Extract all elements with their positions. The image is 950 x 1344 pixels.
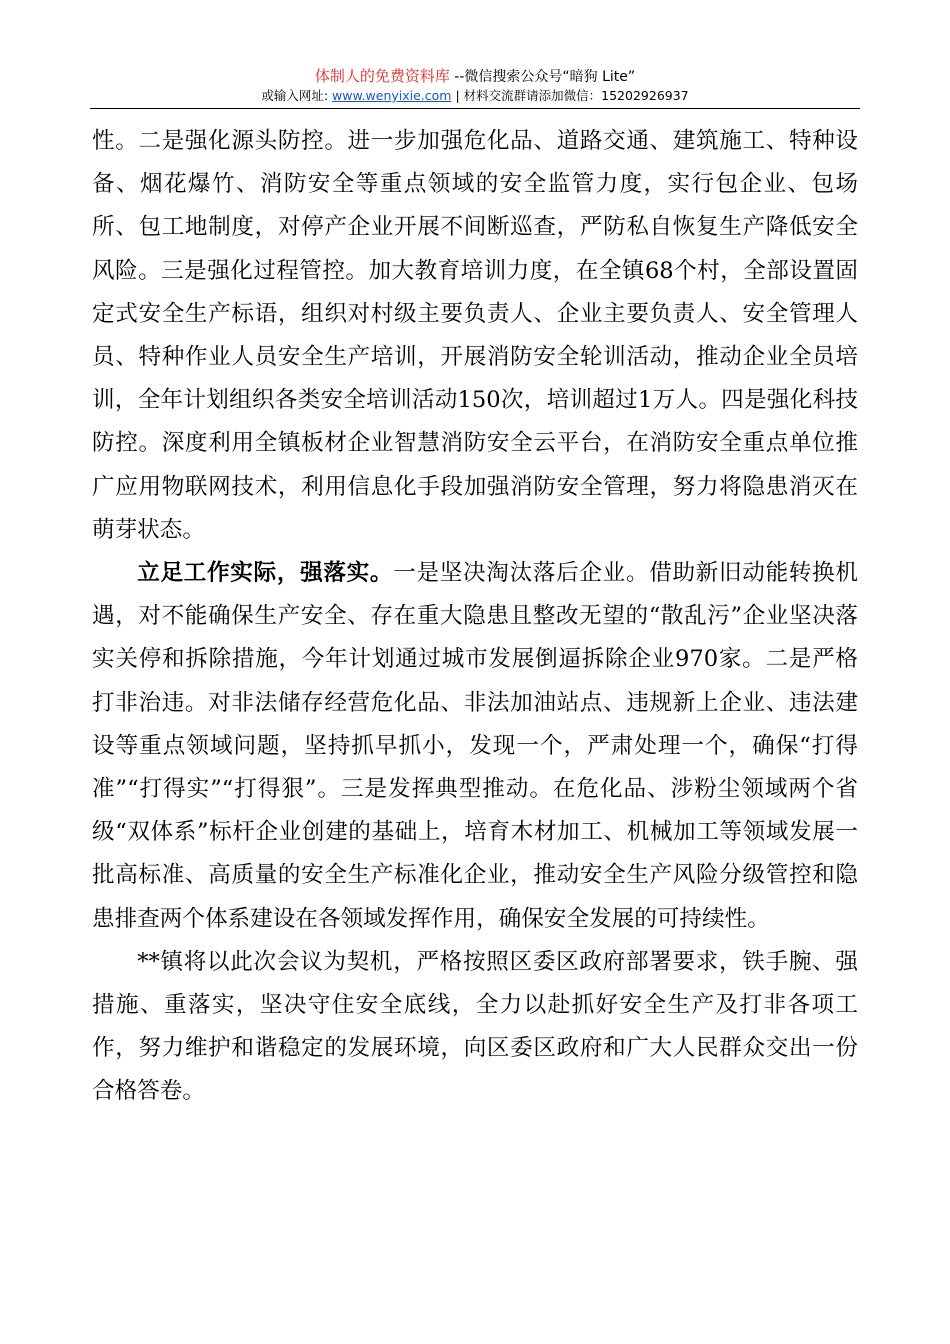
header-line-2 [90, 87, 860, 105]
paragraph-2-text-a: 一是坚决淘汰落后企业。借助新旧动能转换机遇，对不能确保生产安全、存在重大隐患且整改无望的“散乱污”企业坚决落实关停和拆除措施，今年计划通过城市发展倒逼拆除企业 [92, 560, 859, 673]
website-link[interactable]: www.wenyixie.com [332, 88, 452, 103]
contact-info: | 材料交流群请添加微信：15202926937 [455, 88, 689, 103]
paragraph-1-text-b: 个村，全部设置固定式安全生产标语，组织对村级主要负责人、企业主要负责人、安全管理人员、特种作业人员安全生产培训，开展消防安全轮训活动，推动企业全员培训，全年计划组织各类安全培训活动 [92, 257, 858, 414]
paragraph-1-number-people: 1 [638, 387, 653, 414]
paragraph-2-lead-heading: 立足工作实际，强落实。 [137, 560, 394, 587]
paragraph-3: **镇将以此次会议为契机，严格按照区委区政府部署要求，铁手腕、强措施、重落实，坚决守住安全底线，全力以赴抓好安全生产及打非各项工作，努力维护和谐稳定的发展环境，向区委区政府和广大人民群众交出一份合格答卷。 [92, 948, 858, 1105]
page-header [90, 66, 860, 109]
brand-title: 体制人的免费资料库 [314, 67, 450, 85]
wechat-note: --微信搜索公众号“暗狗 Lite” [454, 69, 636, 85]
paragraph-2-number-enterprises: 970 [674, 646, 719, 673]
paragraph-2-text-b: 家。二是严格打非治违。对非法储存经营危化品、非法加油站点、违规新上企业、违法建设等重点领域问题，坚持抓早抓小，发现一个，严肃处理一个，确保“打得准”“打得实”“打得狠”。三是发挥典型推动。在危化品、涉粉尘领域两个省级“双体系”标杆企业创建的基础上，培育木材加工、机械加工等领域发展一批高标准、高质量的安全生产标准化企业，推动安全生产风险分级管控和隐患排查两个体系建设在各领域发挥作用，确保安全发展的可持续性。 [92, 646, 859, 932]
paragraph-2 [92, 552, 858, 941]
paragraph-1-number-village-count: 68 [644, 257, 674, 284]
paragraph-1-text-c: 次，培训超过 [500, 387, 639, 414]
document-body [92, 120, 858, 1114]
url-label: 或输入网址: [261, 88, 329, 103]
paragraph-1-number-training-count: 150 [457, 387, 501, 414]
paragraph-1-text-d: 万人。四是强化科技防控。深度利用全镇板材企业智慧消防安全云平台，在消防安全重点单位推广应用物联网技术，利用信息化手段加强消防安全管理，努力将隐患消灭在萌芽状态。 [92, 387, 859, 543]
paragraph-1-text-a: 性。二是强化源头防控。进一步加强危化品、道路交通、建筑施工、特种设备、烟花爆竹、消防安全等重点领域的安全监管力度，实行包企业、包场所、包工地制度，对停产企业开展不间断巡查，严防私自恢复生产降低安全风险。三是强化过程管控。加大教育培训力度，在全镇 [92, 128, 858, 284]
header-line-1 [90, 66, 860, 87]
paragraph-1 [92, 120, 858, 552]
